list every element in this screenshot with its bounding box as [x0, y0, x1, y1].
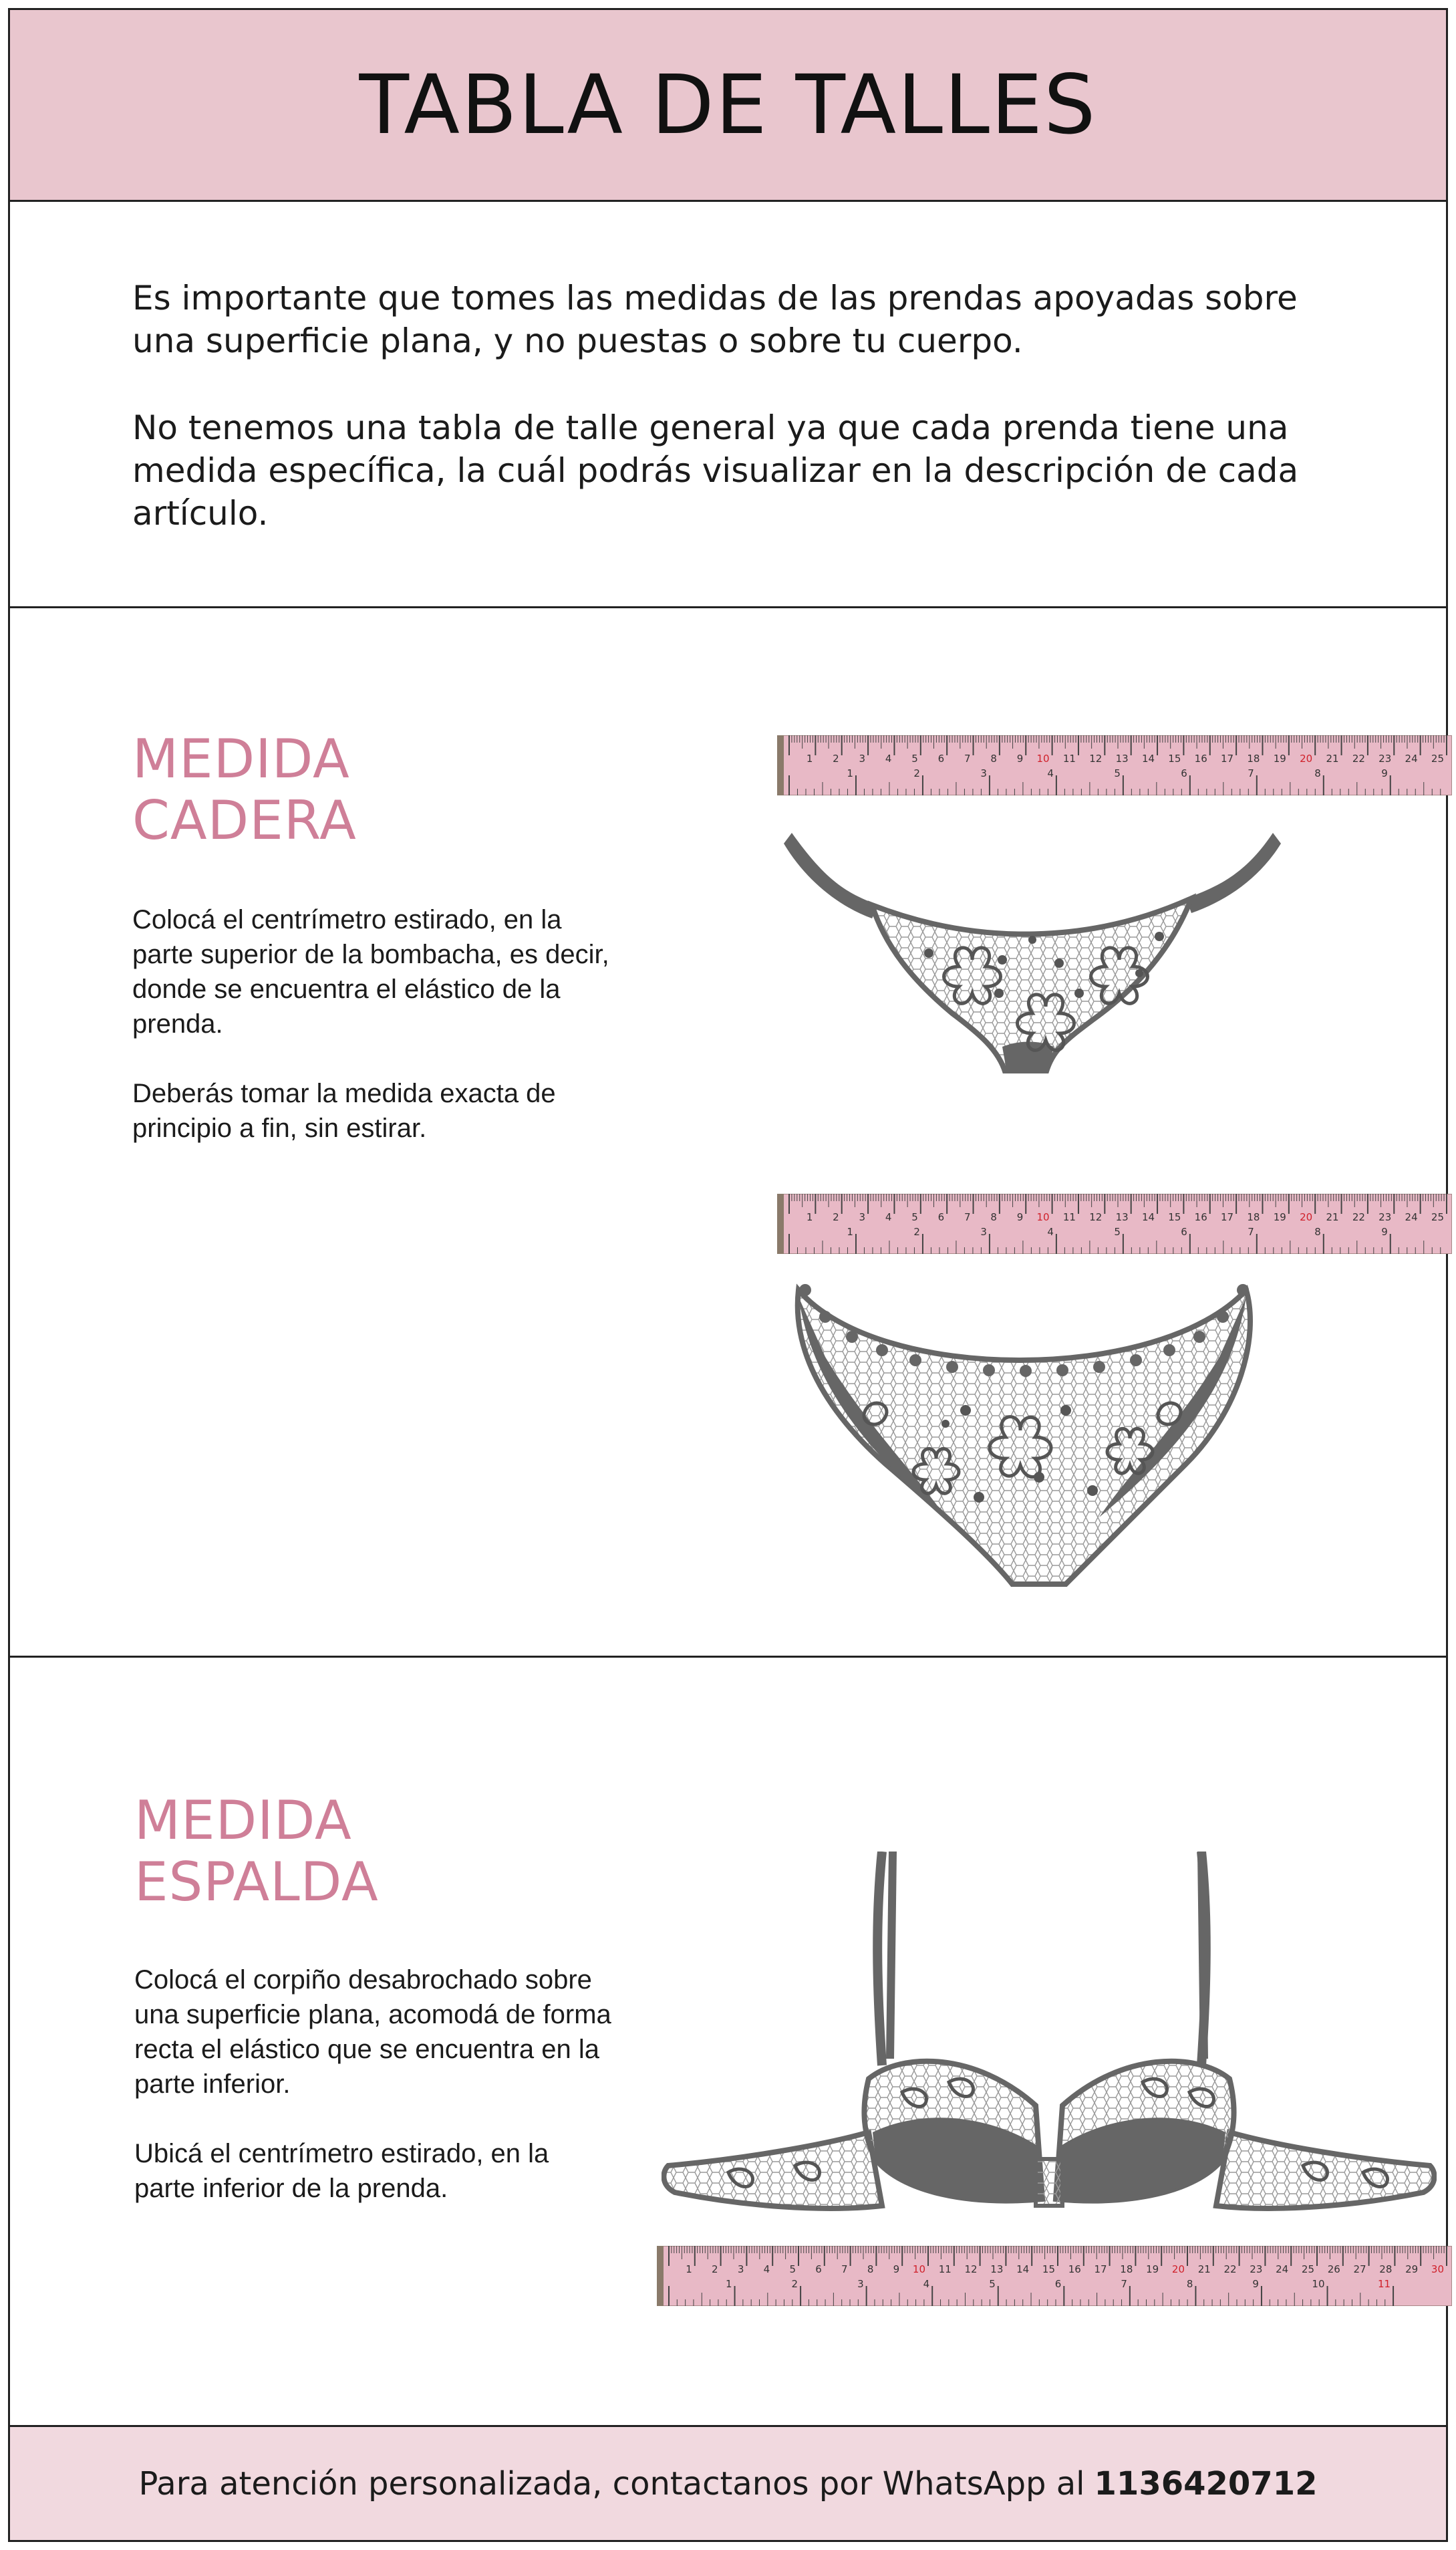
inch-label: 4: [1047, 767, 1054, 779]
measuring-tape-2: [777, 1194, 1452, 1254]
page-title: TABLA DE TALLES: [359, 57, 1097, 152]
cm-label: 21: [1197, 2263, 1211, 2275]
cm-label: 24: [1405, 753, 1418, 765]
page-header: [8, 8, 1448, 202]
cm-label: 23: [1250, 2263, 1263, 2275]
tape-body: [777, 735, 1452, 795]
cm-label: 16: [1068, 2263, 1081, 2275]
inch-label: 8: [1186, 2278, 1193, 2290]
inch-label: 5: [1114, 1226, 1121, 1238]
measuring-tape-3: [657, 2246, 1452, 2306]
cm-label: 4: [885, 753, 892, 765]
cm-label: 8: [990, 753, 997, 765]
cm-label: 20: [1300, 753, 1313, 765]
cm-label: 6: [815, 2263, 822, 2275]
footer-text: Para atención personalizada, contactanos por WhatsApp al: [138, 2464, 1085, 2503]
cm-label: 24: [1405, 1211, 1418, 1223]
cm-label: 3: [859, 1211, 866, 1223]
espalda-title-line-1: MEDIDA: [134, 1789, 352, 1852]
espalda-title: [134, 1790, 379, 1913]
espalda-title-line-2: ESPALDA: [134, 1851, 379, 1913]
cm-label: 15: [1168, 1211, 1181, 1223]
cm-label: 9: [1016, 753, 1024, 765]
tape-end-cap: [657, 2246, 664, 2306]
inch-label: 3: [980, 767, 987, 779]
cm-label: 19: [1273, 1211, 1286, 1223]
inch-label: 9: [1252, 2278, 1259, 2290]
cm-label: 10: [1036, 1211, 1050, 1223]
cm-label: 11: [1062, 753, 1076, 765]
inch-label: 7: [1248, 767, 1254, 779]
inch-label: 11: [1377, 2278, 1391, 2290]
cadera-section: [8, 608, 1448, 1658]
cm-label: 25: [1431, 1211, 1444, 1223]
inch-label: 6: [1181, 767, 1187, 779]
cm-label: 21: [1326, 1211, 1339, 1223]
cm-label: 1: [686, 2263, 692, 2275]
cm-label: 3: [737, 2263, 744, 2275]
cm-label: 2: [833, 1211, 839, 1223]
cm-label: 5: [911, 753, 918, 765]
cm-label: 5: [911, 1211, 918, 1223]
cm-label: 13: [1115, 1211, 1129, 1223]
cm-label: 13: [990, 2263, 1004, 2275]
inch-label: 5: [1114, 767, 1121, 779]
cm-label: 6: [937, 1211, 945, 1223]
inch-label: 8: [1314, 767, 1321, 779]
cm-label: 18: [1120, 2263, 1133, 2275]
cadera-title-line-2: CADERA: [132, 789, 357, 852]
cm-label: 24: [1276, 2263, 1289, 2275]
inch-label: 6: [1181, 1226, 1187, 1238]
cm-label: 8: [867, 2263, 874, 2275]
inch-label: 5: [989, 2278, 996, 2290]
cm-label: 22: [1223, 2263, 1237, 2275]
cm-label: 23: [1378, 1211, 1392, 1223]
cm-label: 15: [1042, 2263, 1055, 2275]
inch-label: 9: [1381, 1226, 1388, 1238]
cm-label: 17: [1094, 2263, 1107, 2275]
cm-label: 1: [806, 1211, 813, 1223]
espalda-instruction-1: Colocá el corpiño desabrochado sobre una superficie plana, acomodá de forma recta el elástico que se encuentra en la parte inferior.: [134, 1965, 611, 2099]
cm-label: 14: [1016, 2263, 1030, 2275]
inch-label: 6: [1054, 2278, 1062, 2290]
cm-label: 30: [1431, 2263, 1444, 2275]
cm-label: 4: [885, 1211, 892, 1223]
inch-label: 7: [1248, 1226, 1254, 1238]
cm-label: 20: [1171, 2263, 1185, 2275]
cm-label: 21: [1326, 753, 1339, 765]
inch-label: 3: [980, 1226, 987, 1238]
cm-label: 22: [1352, 1211, 1365, 1223]
cm-label: 1: [806, 753, 813, 765]
cm-label: 25: [1301, 2263, 1314, 2275]
cm-label: 12: [964, 2263, 978, 2275]
inch-label: 2: [791, 2278, 798, 2290]
tape-body: [777, 1194, 1452, 1254]
cm-label: 12: [1089, 1211, 1103, 1223]
cm-label: 7: [841, 2263, 848, 2275]
intro-paragraph-1: Es importante que tomes las medidas de las prendas apoyadas sobre una superficie plana, y no puestas o sobre tu cuerpo.: [132, 279, 1298, 360]
cm-label: 6: [937, 753, 945, 765]
cm-label: 12: [1089, 753, 1103, 765]
cm-label: 27: [1353, 2263, 1366, 2275]
cm-label: 9: [1016, 1211, 1024, 1223]
cm-label: 7: [964, 1211, 971, 1223]
intro-paragraph-2: No tenemos una tabla de talle general ya que cada prenda tiene una medida específica, la cuál podrás visualizar en la descripción de cada artículo.: [132, 408, 1299, 533]
cm-label: 2: [712, 2263, 718, 2275]
cm-label: 16: [1194, 1211, 1207, 1223]
cadera-instruction-2: Deberás tomar la medida exacta de principio a fin, sin estirar.: [132, 1079, 556, 1143]
espalda-section: [8, 1658, 1448, 2425]
cm-label: 25: [1431, 753, 1444, 765]
briefs-illustration: [785, 1277, 1266, 1591]
inch-label: 9: [1381, 767, 1388, 779]
inch-label: 1: [847, 1226, 853, 1238]
cm-label: 15: [1168, 753, 1181, 765]
inch-label: 7: [1121, 2278, 1127, 2290]
inch-label: 10: [1312, 2278, 1325, 2290]
cm-label: 18: [1247, 753, 1260, 765]
tape-end-cap: [777, 735, 784, 795]
cm-label: 23: [1378, 753, 1392, 765]
cm-label: 20: [1300, 1211, 1313, 1223]
cm-label: 8: [990, 1211, 997, 1223]
cadera-title-line-1: MEDIDA: [132, 728, 350, 790]
inch-label: 8: [1314, 1226, 1321, 1238]
cm-label: 14: [1141, 753, 1155, 765]
cm-label: 19: [1146, 2263, 1159, 2275]
cadera-instruction-1: Colocá el centrímetro estirado, en la parte superior de la bombacha, es decir, donde se encuentra el elástico de la prenda.: [132, 905, 609, 1039]
cm-label: 11: [1062, 1211, 1076, 1223]
cm-label: 26: [1327, 2263, 1340, 2275]
cm-label: 4: [763, 2263, 770, 2275]
inch-label: 1: [847, 767, 853, 779]
cm-label: 5: [789, 2263, 796, 2275]
cm-label: 13: [1115, 753, 1129, 765]
cm-label: 19: [1273, 753, 1286, 765]
tape-body: [657, 2246, 1452, 2306]
inch-label: 3: [857, 2278, 864, 2290]
tape-end-cap: [777, 1194, 784, 1254]
espalda-instruction-2: Ubicá el centrímetro estirado, en la parte inferior de la prenda.: [134, 2139, 549, 2203]
intro-section: [8, 202, 1448, 608]
cadera-title: [132, 729, 357, 852]
cm-label: 9: [893, 2263, 900, 2275]
cm-label: 14: [1141, 1211, 1155, 1223]
bra-illustration: [662, 1852, 1437, 2226]
thong-illustration: [778, 819, 1286, 1073]
inch-label: 4: [1047, 1226, 1054, 1238]
cm-label: 7: [964, 753, 971, 765]
cm-label: 10: [912, 2263, 925, 2275]
inch-label: 4: [923, 2278, 930, 2290]
cm-label: 3: [859, 753, 866, 765]
cm-label: 11: [938, 2263, 952, 2275]
measuring-tape-1: [777, 735, 1452, 795]
cm-label: 2: [833, 753, 839, 765]
cm-label: 17: [1221, 753, 1234, 765]
inch-label: 1: [726, 2278, 732, 2290]
cm-label: 29: [1405, 2263, 1419, 2275]
cm-label: 28: [1379, 2263, 1393, 2275]
cm-label: 18: [1247, 1211, 1260, 1223]
inch-label: 2: [913, 767, 920, 779]
contact-footer: [8, 2425, 1448, 2542]
inch-label: 2: [913, 1226, 920, 1238]
cm-label: 16: [1194, 753, 1207, 765]
cm-label: 22: [1352, 753, 1365, 765]
cm-label: 10: [1036, 753, 1050, 765]
cm-label: 17: [1221, 1211, 1234, 1223]
whatsapp-phone[interactable]: 1136420712: [1094, 2464, 1318, 2503]
